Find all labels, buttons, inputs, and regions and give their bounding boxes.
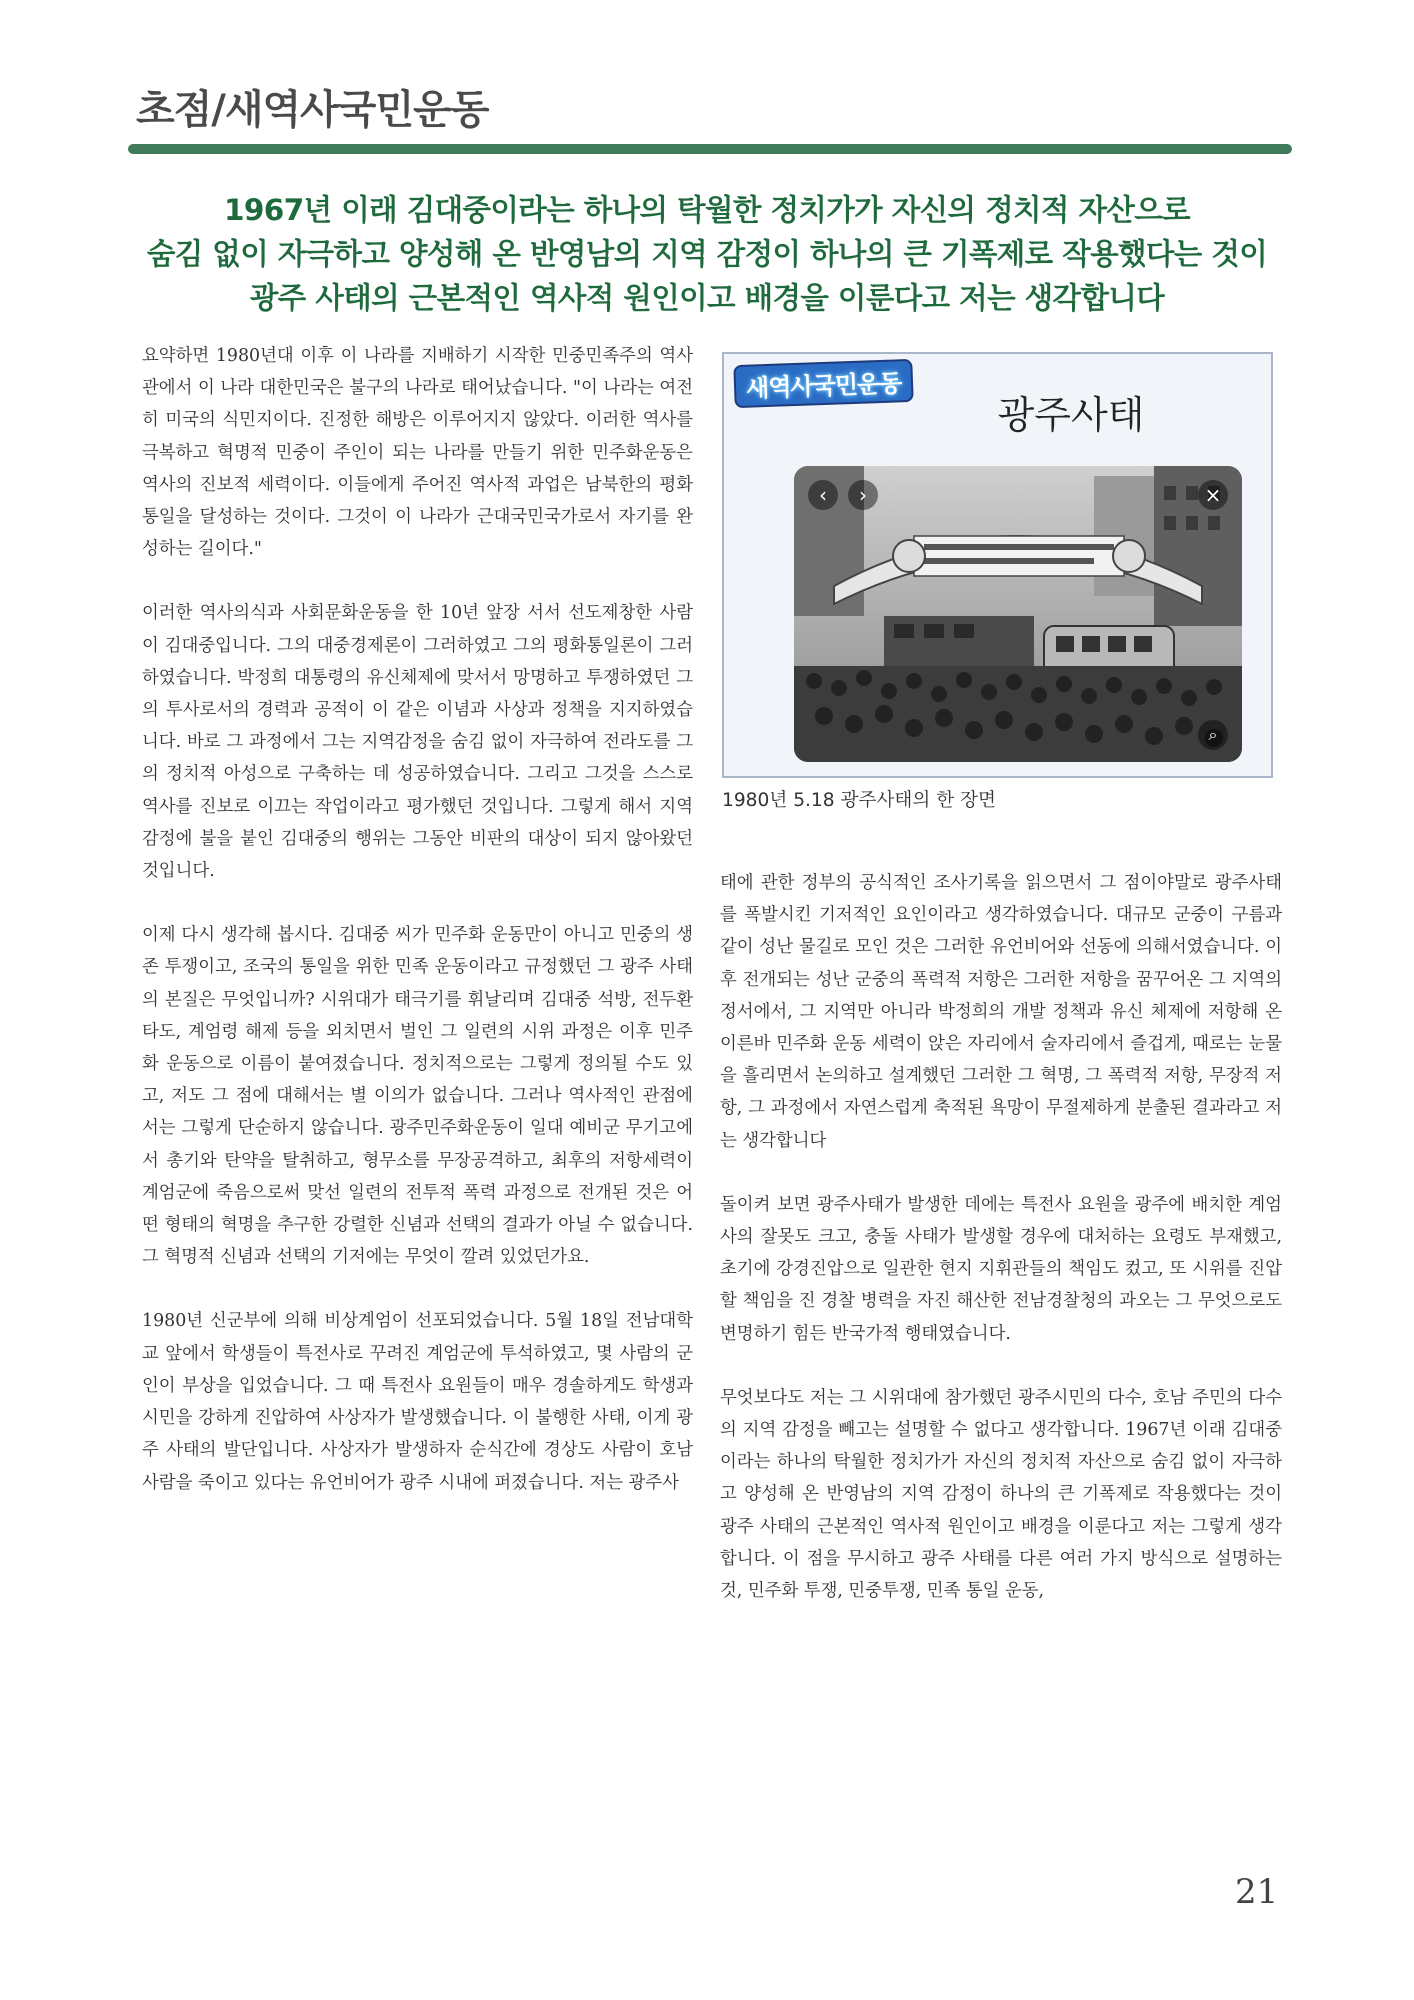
paragraph: 태에 관한 정부의 공식적인 조사기록을 읽으면서 그 점이야말로 광주사태를 폭발시킨 기저적인 요인이라고 생각하였습니다. 대규모 군중이 구름과 같이 성난 물길로 모인 것은 그러한 유언비어와 선동에 의해서였습니다. 이후 전개되는 성난 군중의 폭력적 저항은 그러한 저항을 꿈꾸어온 그 지역의 정서에서, 그 지역만 아니라 박정희의 개발 정책과 유신 체제에 저항해 온 이른바 민주화 운동 세력이 앉은 자리에서 술자리에서 즐겁게, 때로는 눈물을 흘리면서 논의하고 설계했던 그러한 그 혁명, 그 폭력적 저항, 무장적 저항, 그 과정에서 자연스럽게 축적된 욕망이 무절제하게 분출된 결과라고 저는 생각합니다 (720, 873, 1282, 1151)
prev-arrow-icon[interactable]: ‹ (808, 480, 838, 510)
section-title: 초점/새역사국민운동 (136, 87, 489, 133)
crowd-photo-illustration (794, 466, 1242, 762)
photo-image (794, 466, 1242, 762)
headline-quote (136, 188, 1278, 320)
photo-heading: 광주사태 (997, 393, 1145, 437)
paragraph: 1980년 신군부에 의해 비상계엄이 선포되었습니다. 5월 18일 전남대학교 앞에서 학생들이 특전사로 꾸려진 계엄군에 투석하였고, 몇 사람의 군인이 부상을 입었습니다. 그 때 특전사 요원들이 매우 경솔하게도 학생과 시민을 강하게 진압하여 사상자가 발생했습니다. 이 불행한 사태, 이게 광주 사태의 발단입니다. 사상자가 발생하자 순식간에 경상도 사람이 호남 사람을 죽이고 있다는 유언비어가 광주 시내에 퍼졌습니다. 저는 광주사 (142, 1311, 693, 1493)
left-column (142, 340, 693, 1531)
photo-panel (722, 352, 1273, 778)
paragraph: 이러한 역사의식과 사회문화운동을 한 10년 앞장 서서 선도제창한 사람이 김대중입니다. 그의 대중경제론이 그러하였고 그의 평화통일론이 그러하였습니다. 박정희 대통령의 유신체제에 맞서서 망명하고 투쟁하였던 그의 투사로서의 경력과 공적이 이 같은 이념과 사상과 정책을 지지하였습니다. 바로 그 과정에서 그는 지역감정을 숨김 없이 자극하여 전라도를 그의 정치적 아성으로 구축하는 데 성공하였습니다. 그리고 그것을 스스로 역사를 진보로 이끄는 작업이라고 평가했던 것입니다. 그렇게 해서 지역 감정에 불을 붙인 김대중의 행위는 그동안 비판의 대상이 되지 않아왔던 것입니다. (142, 603, 693, 882)
paragraph: 이제 다시 생각해 봅시다. 김대중 씨가 민주화 운동만이 아니고 민중의 생존 투쟁이고, 조국의 통일을 위한 민족 운동이라고 규정했던 그 광주 사태의 본질은 무엇입니까? 시위대가 태극기를 휘날리며 김대중 석방, 전두환 타도, 계엄령 해제 등을 외치면서 벌인 그 일련의 시위 과정은 이후 민주화 운동으로 이름이 붙여졌습니다. 정치적으로는 그렇게 정의될 수도 있고, 저도 그 점에 대해서는 별 이의가 없습니다. 그러나 역사적인 관점에서는 그렇게 단순하지 않습니다. 광주민주화운동이 일대 예비군 무기고에서 총기와 탄약을 탈취하고, 형무소를 무장공격하고, 최후의 저항세력이 계엄군에 죽음으로써 맞선 일련의 전투적 폭력 과정으로 전개된 것은 어떤 형태의 혁명을 추구한 강렬한 신념과 선택의 결과가 아닐 수 없습니다. 그 혁명적 신념과 선택의 기저에는 무엇이 깔려 있었던가요. (142, 925, 693, 1268)
right-column (720, 867, 1282, 1639)
photo-caption: 1980년 5.18 광주사태의 한 장면 (722, 790, 997, 811)
headline-line: 숨김 없이 자극하고 양성해 온 반영남의 지역 감정이 하나의 큰 기폭제로 작용했다는 것이 (146, 237, 1268, 271)
page-number: 21 (1235, 1872, 1279, 1912)
next-arrow-icon[interactable]: › (848, 480, 878, 510)
headline-line: 광주 사태의 근본적인 역사적 원인이고 배경을 이룬다고 저는 생각합니다 (249, 281, 1165, 315)
close-icon[interactable]: × (1198, 480, 1228, 510)
paragraph: 돌이켜 보면 광주사태가 발생한 데에는 특전사 요원을 광주에 배치한 계엄사의 잘못도 크고, 충돌 사태가 발생할 경우에 대처하는 요령도 부재했고, 초기에 강경진압으로 일관한 현지 지휘관들의 책임도 컸고, 또 시위를 진압할 책임을 진 경찰 병력을 자진 해산한 전남경찰청의 과오는 그 무엇으로도 변명하기 힘든 반국가적 행태였습니다. (720, 1194, 1282, 1344)
header-rule (128, 144, 1292, 154)
photo-badge: 새역사국민운동 (733, 359, 914, 408)
zoom-icon[interactable]: ⌕ (1198, 720, 1228, 750)
paragraph: 요약하면 1980년대 이후 이 나라를 지배하기 시작한 민중민족주의 역사관에서 이 나라 대한민국은 불구의 나라로 태어났습니다. "이 나라는 여전히 미국의 식민지이다. 진정한 해방은 이루어지지 않았다. 이러한 역사를 극복하고 혁명적 민중이 주인이 되는 나라를 만들기 위한 민주화운동은 역사의 진보적 세력이다. 이들에게 주어진 역사적 과업은 남북한의 평화통일을 달성하는 것이다. 그것이 이 나라가 근대국민국가로서 자기를 완성하는 길이다." (142, 346, 693, 560)
headline-line: 1967년 이래 김대중이라는 하나의 탁월한 정치가가 자신의 정치적 자산으로 (223, 193, 1191, 227)
paragraph: 무엇보다도 저는 그 시위대에 참가했던 광주시민의 다수, 호남 주민의 다수의 지역 감정을 빼고는 설명할 수 없다고 생각합니다. 1967년 이래 김대중이라는 하나의 탁월한 정치가가 자신의 정치적 자산으로 숨김 없이 자극하고 양성해 온 반영남의 지역 감정이 하나의 큰 기폭제로 작용했다는 것이 광주 사태의 근본적인 역사적 원인이고 배경을 이룬다고 저는 그렇게 생각합니다. 이 점을 무시하고 광주 사태를 다른 여러 가지 방식으로 설명하는 것, 민주화 투쟁, 민중투쟁, 민족 통일 운동, (720, 1387, 1282, 1602)
